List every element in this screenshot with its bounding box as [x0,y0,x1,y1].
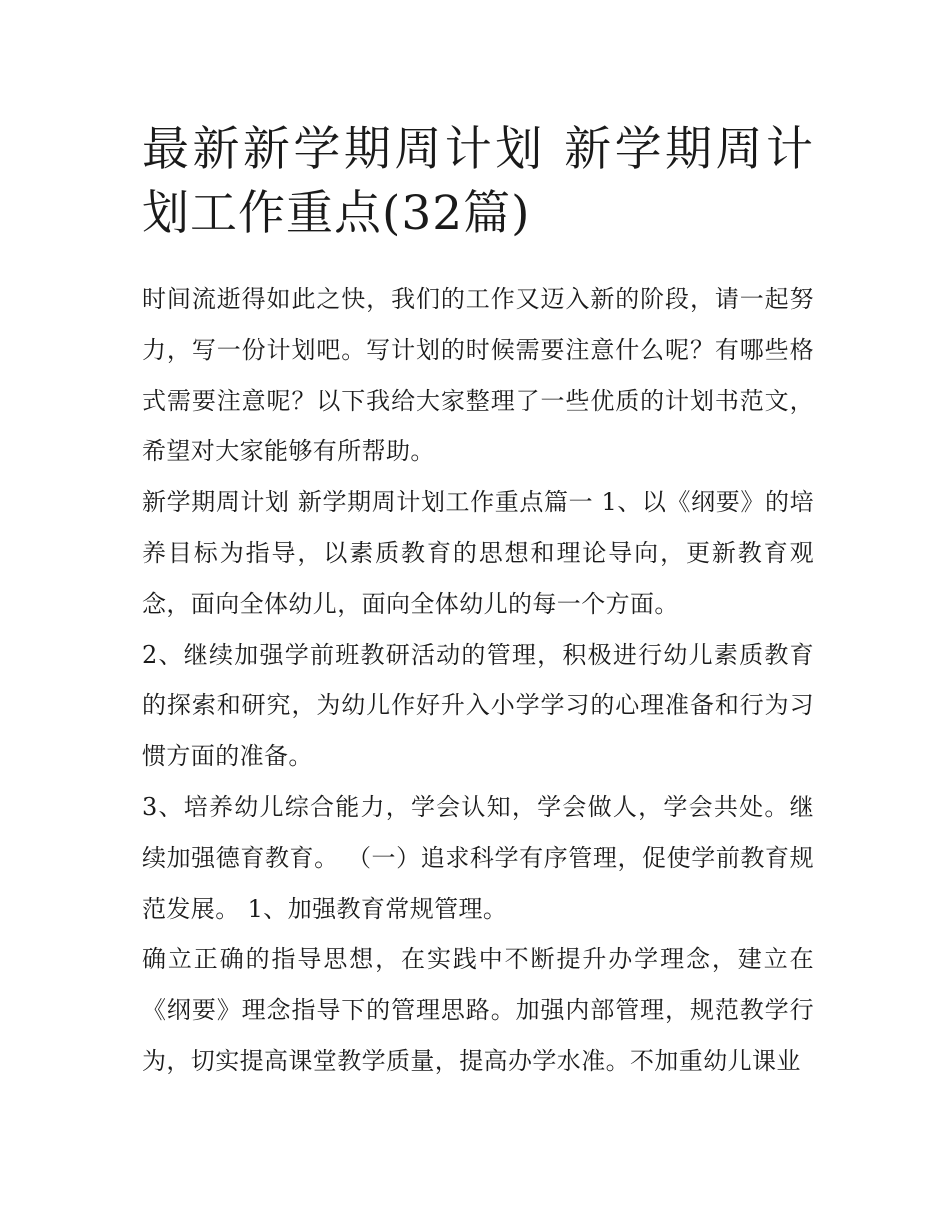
paragraph-item-1: 新学期周计划 新学期周计划工作重点篇一 1、以《纲要》的培养目标为指导，以素质教育的思想和理论导向，更新教育观念，面向全体幼儿，面向全体幼儿的每一个方面。 [142,488,814,618]
document-page [142,118,814,1087]
paragraph-management: 确立正确的指导思想，在实践中不断提升办学理念，建立在《纲要》理念指导下的管理思路。加强内部管理，规范教学行为，切实提高课堂教学质量，提高办学水准。不加重幼儿课业 [142,945,814,1075]
document-body [142,274,814,1087]
paragraph-intro: 时间流逝得如此之快，我们的工作又迈入新的阶段，请一起努力，写一份计划吧。写计划的时候需要注意什么呢？有哪些格式需要注意呢？以下我给大家整理了一些优质的计划书范文，希望对大家能够有所帮助。 [142,285,814,466]
document-title: 最新新学期周计划 新学期周计划工作重点(32篇) [142,122,814,241]
paragraph-item-2: 2、继续加强学前班教研活动的管理，积极进行幼儿素质教育的探索和研究，为幼儿作好升入小学学习的心理准备和行为习惯方面的准备。 [142,640,814,771]
paragraph-item-3: 3、培养幼儿综合能力，学会认知，学会做人，学会共处。继续加强德育教育。 （一）追求科学有序管理，促使学前教育规范发展。 1、加强教育常规管理。 [142,792,814,923]
